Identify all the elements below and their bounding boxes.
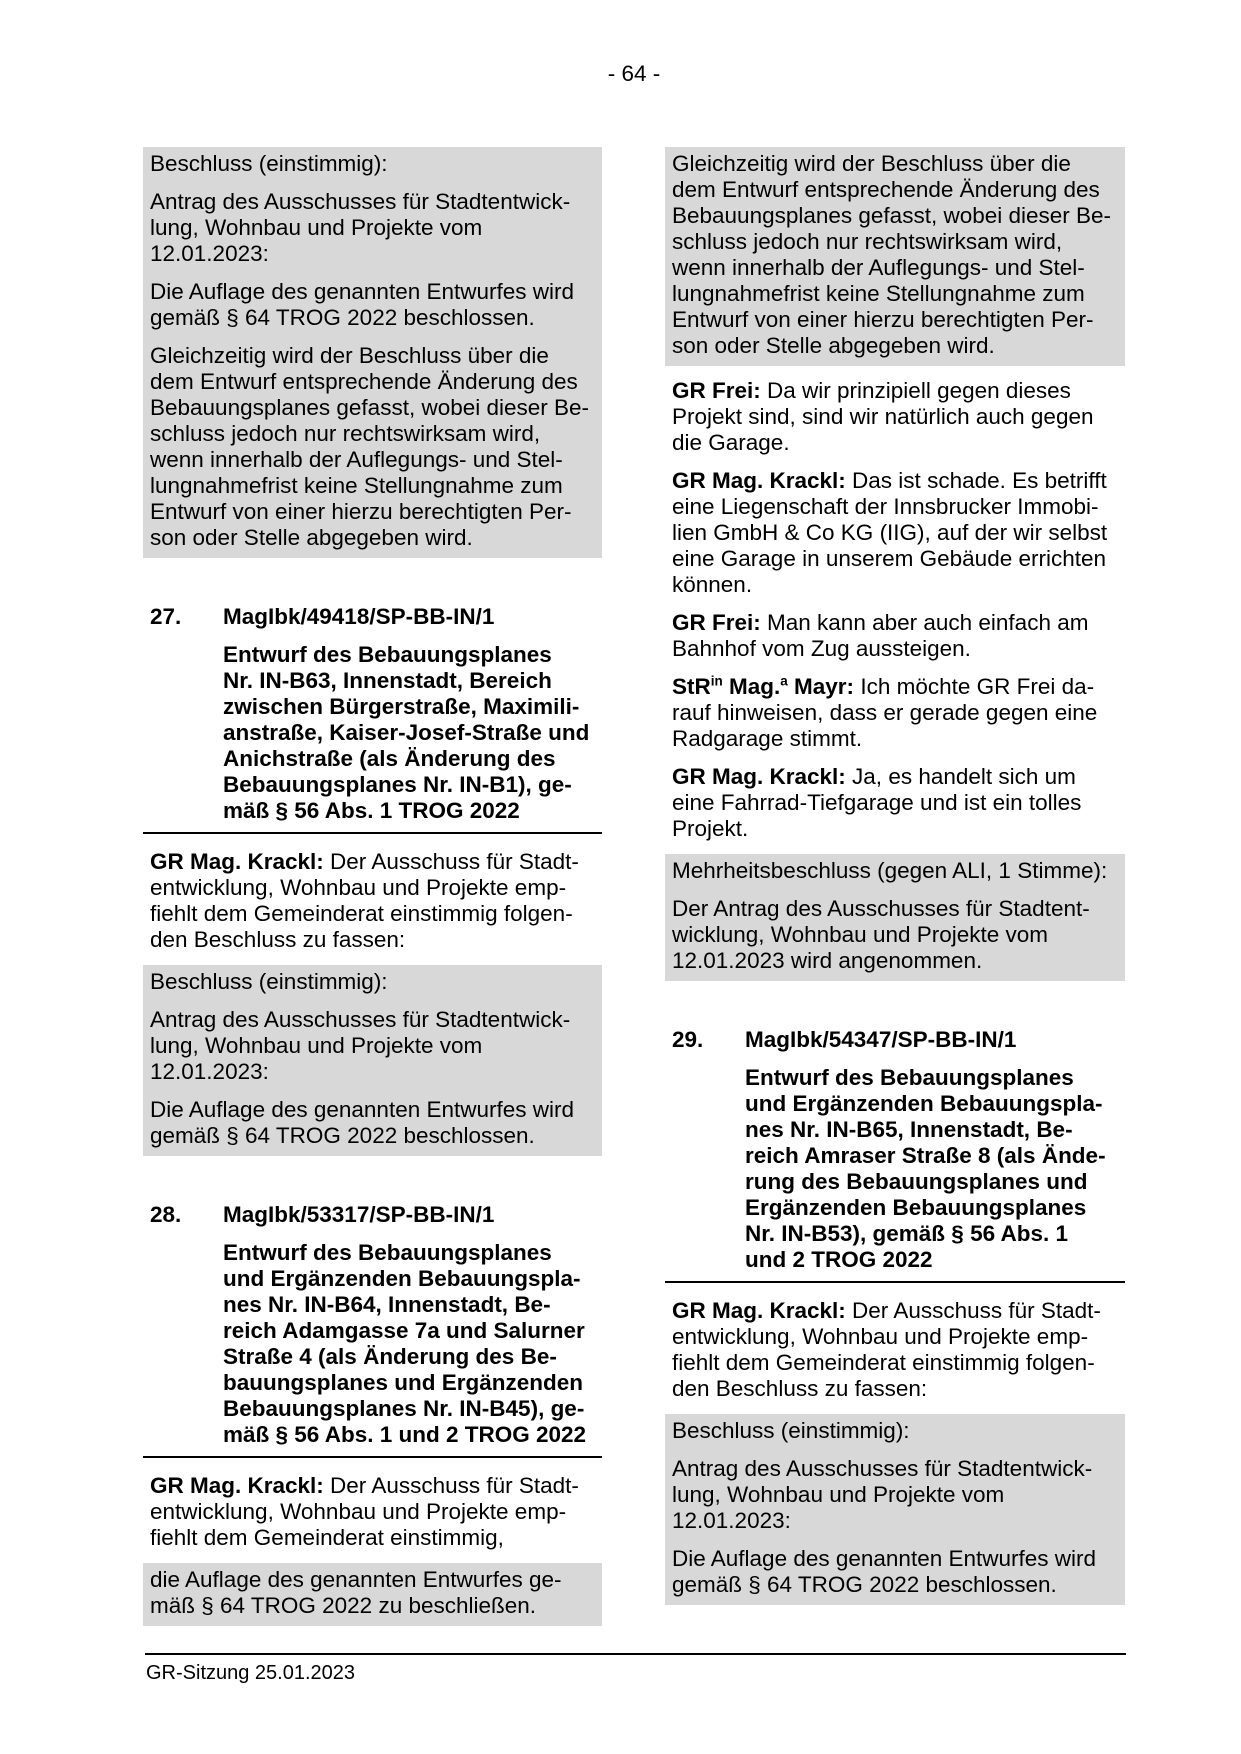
resolution-highlight	[665, 1414, 1125, 1605]
speaker-name: GR Frei:	[672, 378, 761, 403]
page-number: - 64 -	[607, 61, 661, 86]
agenda-item-title: Entwurf des Bebauungsplanes Nr. IN-B63, Innenstadt, Bereich zwischen Bürgerstraße, Maximili- anstraße, Kaiser-Josef-Straße und Anichstraße (als Änderung des Bebauungsplanes Nr. IN-B1), ge- mäß § 56 Abs. 1 TROG 2022	[223, 642, 590, 823]
resolution-paragraph: Gleichzeitig wird der Beschluss über die dem Entwurf entsprechende Änderung des Bebauungsplanes gefasst, wobei dieser Be- schluss jedoch nur rechtswirksam wird, wenn innerhalb der Auflegungs- und Stel- lungnahmefrist keine Stellungnahme zum Entwurf von einer hierzu berechtigten Per- son oder Stelle abgegeben wird.	[150, 343, 590, 550]
resolution-highlight	[143, 965, 602, 1156]
speaker-name: GR Mag. Krackl:	[150, 1473, 324, 1498]
resolution-highlight	[665, 854, 1125, 981]
agenda-item-number: 29.	[672, 1027, 704, 1052]
speech-paragraph: GR Mag. Krackl: Das ist schade. Es betrifft eine Liegenschaft der Innsbrucker Immobi- lien GmbH & Co KG (IIG), auf der wir selbst eine Garage in unserem Gebäude errichten können.	[672, 468, 1108, 597]
agenda-item-reference: MagIbk/53317/SP-BB-IN/1	[223, 1202, 495, 1227]
speech-paragraph: GR Frei: Da wir prinzipiell gegen dieses Projekt sind, sind wir natürlich auch gegen die Garage.	[672, 378, 1094, 455]
footer-session-label: GR-Sitzung 25.01.2023	[146, 1662, 356, 1684]
superscript-text: a	[780, 673, 788, 689]
agenda-item-reference: MagIbk/54347/SP-BB-IN/1	[745, 1027, 1017, 1052]
agenda-item-head	[150, 604, 595, 630]
resolution-highlight	[143, 1563, 602, 1626]
speech-paragraph: GR Mag. Krackl: Der Ausschuss für Stadt- entwicklung, Wohnbau und Projekte emp- fiehlt dem Gemeinderat einstimmig folgen- den Beschluss zu fassen:	[150, 849, 579, 952]
resolution-paragraph: Antrag des Ausschusses für Stadtentwick- lung, Wohnbau und Projekte vom 12.01.2023:	[150, 1007, 571, 1084]
resolution-paragraph: Beschluss (einstimmig):	[150, 151, 388, 176]
speaker-name: GR Mag. Krackl:	[672, 764, 846, 789]
resolution-paragraph: Antrag des Ausschusses für Stadtentwick- lung, Wohnbau und Projekte vom 12.01.2023:	[150, 189, 571, 266]
resolution-paragraph: Die Auflage des genannten Entwurfes wird gemäß § 64 TROG 2022 beschlossen.	[150, 279, 575, 330]
speaker-name: GR Mag. Krackl:	[150, 849, 324, 874]
speech-paragraph: GR Mag. Krackl: Der Ausschuss für Stadt- entwicklung, Wohnbau und Projekte emp- fiehlt dem Gemeinderat einstimmig folgen- den Beschluss zu fassen:	[672, 1298, 1101, 1401]
resolution-paragraph: Der Antrag des Ausschusses für Stadtent- wicklung, Wohnbau und Projekte vom 12.01.2023 wird angenommen.	[672, 896, 1090, 973]
agenda-item-number: 28.	[150, 1202, 182, 1227]
resolution-paragraph: Antrag des Ausschusses für Stadtentwick- lung, Wohnbau und Projekte vom 12.01.2023:	[672, 1456, 1093, 1533]
agenda-item-number: 27.	[150, 604, 182, 629]
agenda-item-27	[143, 604, 602, 834]
resolution-paragraph: die Auflage des genannten Entwurfes ge- mäß § 64 TROG 2022 zu beschließen.	[150, 1567, 562, 1618]
resolution-highlight	[665, 147, 1125, 366]
speech-paragraph: StR$^{in}$ Mag.$^a$ Mayr: Ich möchte GR Frei da- rauf hinweisen, dass er gerade gegen eine Radgarage stimmt.	[672, 673, 1098, 751]
agenda-item-head	[672, 1027, 1118, 1053]
agenda-item-28	[143, 1202, 602, 1458]
column-right	[665, 147, 1125, 1617]
resolution-paragraph: Beschluss (einstimmig):	[672, 1418, 910, 1443]
resolution-paragraph: Die Auflage des genannten Entwurfes wird gemäß § 64 TROG 2022 beschlossen.	[150, 1097, 575, 1148]
speaker-name: GR Frei:	[672, 610, 761, 635]
agenda-item-title: Entwurf des Bebauungsplanes und Ergänzenden Bebauungspla- nes Nr. IN-B64, Innenstadt, Be- reich Adamgasse 7a und Salurner Straße 4 (als Änderung des Be- bauungsplanes und Ergänzenden Bebauungsplanes Nr. IN-B45), ge- mäß § 56 Abs. 1 und 2 TROG 2022	[223, 1240, 587, 1447]
speaker-name: GR Mag. Krackl:	[672, 1298, 846, 1323]
speech-paragraph: GR Frei: Man kann aber auch einfach am Bahnhof vom Zug aussteigen.	[672, 610, 1089, 661]
agenda-item-reference: MagIbk/49418/SP-BB-IN/1	[223, 604, 495, 629]
agenda-item-29	[665, 1027, 1125, 1283]
speech-paragraph: GR Mag. Krackl: Ja, es handelt sich um eine Fahrrad-Tiefgarage und ist ein tolles Projekt.	[672, 764, 1082, 841]
footer-divider	[145, 1653, 1126, 1655]
speech-paragraph: GR Mag. Krackl: Der Ausschuss für Stadt- entwicklung, Wohnbau und Projekte emp- fiehlt dem Gemeinderat einstimmig,	[150, 1473, 579, 1550]
speaker-name: StR$^{in}$ Mag.$^a$ Mayr:	[672, 673, 855, 699]
resolution-paragraph: Mehrheitsbeschluss (gegen ALI, 1 Stimme):	[672, 858, 1108, 883]
column-left	[143, 147, 602, 1638]
speaker-name: GR Mag. Krackl:	[672, 468, 846, 493]
resolution-highlight	[143, 147, 602, 558]
agenda-item-head	[150, 1202, 595, 1228]
resolution-paragraph: Die Auflage des genannten Entwurfes wird gemäß § 64 TROG 2022 beschlossen.	[672, 1546, 1097, 1597]
superscript-text: in	[710, 673, 723, 689]
resolution-paragraph: Beschluss (einstimmig):	[150, 969, 388, 994]
resolution-paragraph: Gleichzeitig wird der Beschluss über die dem Entwurf entsprechende Änderung des Bebauungsplanes gefasst, wobei dieser Be- schluss jedoch nur rechtswirksam wird, wenn innerhalb der Auflegungs- und Stel- lungnahmefrist keine Stellungnahme zum Entwurf von einer hierzu berechtigten Per- son oder Stelle abgegeben wird.	[672, 151, 1112, 358]
agenda-item-title: Entwurf des Bebauungsplanes und Ergänzenden Bebauungspla- nes Nr. IN-B65, Innenstadt, Be- reich Amraser Straße 8 (als Ände- rung des Bebauungsplanes und Ergänzenden Bebauungsplanes Nr. IN-B53), gemäß § 56 Abs. 1 und 2 TROG 2022	[745, 1065, 1106, 1272]
